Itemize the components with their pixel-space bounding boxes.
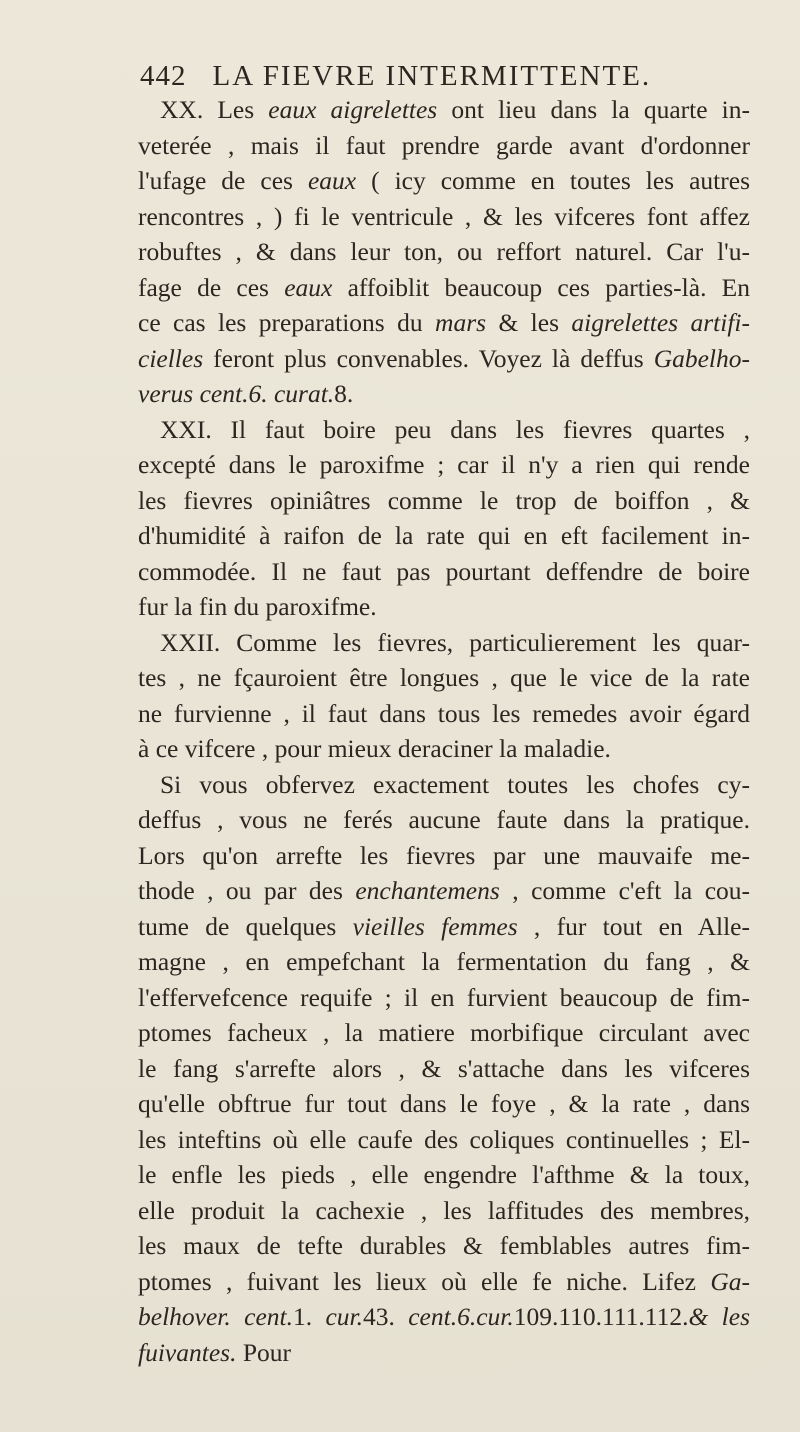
- text-line: [138, 1015, 750, 1051]
- text-run: excepté dans le paroxifme ; car il n'y a rien qui rende: [138, 450, 750, 479]
- text-run: rencontres , ) fi le ventricule , & les vifceres font affez: [138, 201, 750, 231]
- text-run: d'humidité à raifon de la rate qui en eft facilement in-: [138, 521, 750, 550]
- italic-text: enchantemens: [355, 876, 500, 905]
- italic-text: cur.: [325, 1302, 363, 1331]
- text-run: ont lieu dans la quarte in-: [437, 95, 750, 124]
- text-line: [138, 1264, 750, 1300]
- text-line: [138, 1299, 750, 1335]
- italic-text: vieilles femmes: [352, 911, 518, 941]
- text-run: XXII. Comme les fievres, particulierement les quar-: [160, 627, 750, 657]
- text-line: [138, 838, 750, 874]
- text-line: [138, 944, 750, 980]
- text-run: veterée , mais il faut prendre garde avant d'ordonner: [138, 130, 750, 160]
- text-line: [138, 447, 750, 483]
- text-line: [138, 128, 750, 164]
- text-run: feront plus convenables. Voyez là deffus: [203, 343, 654, 373]
- italic-text: cent.6.cur.: [408, 1302, 514, 1331]
- italic-text: & les: [688, 1302, 750, 1331]
- text-line: [138, 980, 750, 1016]
- italic-text: eaux: [307, 166, 357, 195]
- text-line: [138, 873, 750, 909]
- text-run: le enfle les pieds , elle engendre l'afthme & la toux,: [138, 1160, 750, 1189]
- paragraph: [138, 412, 750, 625]
- text-run: , fur tout en Alle-: [517, 911, 750, 941]
- text-line: [138, 305, 750, 341]
- text-line: [138, 376, 750, 412]
- text-run: l'ufage de ces: [138, 166, 308, 195]
- text-run: 8.: [334, 379, 354, 408]
- text-line: [138, 518, 750, 554]
- text-run: 43.: [363, 1302, 409, 1331]
- running-title: LA FIEVRE INTERMITTENTE.: [212, 60, 652, 92]
- text-run: 109.110.111.112.: [513, 1302, 689, 1331]
- text-run: magne , en empefchant la fermentation du fang , &: [138, 947, 750, 976]
- text-line: [138, 270, 750, 306]
- text-line: [138, 660, 750, 696]
- text-run: les inteftins où elle caufe des coliques continuelles ; El-: [138, 1124, 750, 1154]
- text-line: [138, 625, 750, 661]
- text-run: XX. Les: [160, 95, 269, 124]
- text-line: [138, 483, 750, 519]
- text-run: , comme c'eft la cou-: [499, 876, 750, 905]
- text-run: Pour: [236, 1337, 292, 1367]
- text-run: & les: [486, 308, 572, 337]
- text-line: [138, 163, 750, 199]
- paragraph: [138, 92, 750, 412]
- text-run: fur la fin du paroxifme.: [138, 592, 377, 621]
- text-line: [138, 554, 750, 590]
- italic-text: Gabelho-: [653, 343, 750, 373]
- text-line: [138, 92, 750, 128]
- page-number: 442: [140, 60, 187, 92]
- italic-text: aigrelettes artifi-: [571, 308, 750, 337]
- italic-text: eaux aigrelettes: [268, 95, 438, 124]
- italic-text: Ga-: [710, 1266, 750, 1296]
- text-run: ptomes , fuivant les lieux où elle fe niche. Lifez: [138, 1266, 711, 1296]
- text-line: [138, 909, 750, 945]
- text-run: XXI. Il faut boire peu dans les fievres quartes ,: [160, 414, 750, 444]
- text-line: [138, 234, 750, 270]
- text-line: [138, 1228, 750, 1264]
- text-run: ptomes facheux , la matiere morbifique circulant avec: [138, 1018, 750, 1047]
- text-run: ( icy comme en toutes les autres: [356, 166, 750, 195]
- text-run: tume de quelques: [138, 911, 353, 941]
- text-line: [138, 199, 750, 235]
- text-run: fage de ces: [138, 272, 285, 302]
- text-run: Lors qu'on arrefte les fievres par une mauvaife me-: [138, 840, 750, 870]
- text-line: [138, 1086, 750, 1122]
- text-line: [138, 341, 750, 377]
- text-run: tes , ne fçauroient être longues , que le vice de la rate: [138, 663, 750, 692]
- text-line: [138, 1122, 750, 1158]
- text-run: 1.: [292, 1302, 326, 1331]
- text-line: [138, 412, 750, 448]
- text-run: les maux de tefte durables & femblables autres fim-: [138, 1231, 750, 1260]
- text-line: [138, 767, 750, 803]
- text-line: [138, 589, 750, 625]
- italic-text: belhover. cent.: [138, 1302, 293, 1331]
- text-line: [138, 802, 750, 838]
- text-run: commodée. Il ne faut pas pourtant deffendre de boire: [138, 556, 750, 586]
- body-text: [138, 92, 750, 1370]
- text-run: le fang s'arrefte alors , & s'attache dans les vifceres: [138, 1053, 750, 1083]
- paragraph: [138, 767, 750, 1371]
- text-run: les fievres opiniâtres comme le trop de boiffon , &: [138, 485, 750, 515]
- text-line: [138, 1157, 750, 1193]
- text-run: Si vous obfervez exactement toutes les chofes cy-: [160, 769, 750, 799]
- text-line: [138, 1335, 750, 1371]
- text-run: l'effervefcence requife ; il en furvient beaucoup de fim-: [138, 982, 750, 1012]
- text-line: [138, 1051, 750, 1087]
- text-run: robuftes , & dans leur ton, ou reffort naturel. Car l'u-: [138, 237, 750, 266]
- paragraph: [138, 625, 750, 767]
- italic-text: verus cent.6. curat.: [138, 379, 335, 408]
- text-run: à ce vifcere , pour mieux deraciner la maladie.: [138, 734, 611, 763]
- text-run: ne furvienne , il faut dans tous les remedes avoir égard: [138, 698, 750, 728]
- text-run: elle produit la cachexie , les laffitudes des membres,: [138, 1195, 750, 1225]
- text-line: [138, 731, 750, 767]
- text-run: ce cas les preparations du: [138, 308, 436, 337]
- page-header: [140, 58, 740, 94]
- text-run: affoiblit beaucoup ces parties-là. En: [332, 272, 750, 302]
- text-run: thode , ou par des: [138, 876, 356, 905]
- italic-text: eaux: [284, 272, 333, 302]
- italic-text: mars: [435, 308, 487, 337]
- text-run: deffus , vous ne ferés aucune faute dans la pratique.: [138, 805, 750, 834]
- text-line: [138, 696, 750, 732]
- italic-text: fuivantes.: [138, 1337, 237, 1367]
- text-run: qu'elle obftrue fur tout dans le foye , & la rate , dans: [138, 1089, 750, 1118]
- text-line: [138, 1193, 750, 1229]
- italic-text: cielles: [138, 343, 204, 373]
